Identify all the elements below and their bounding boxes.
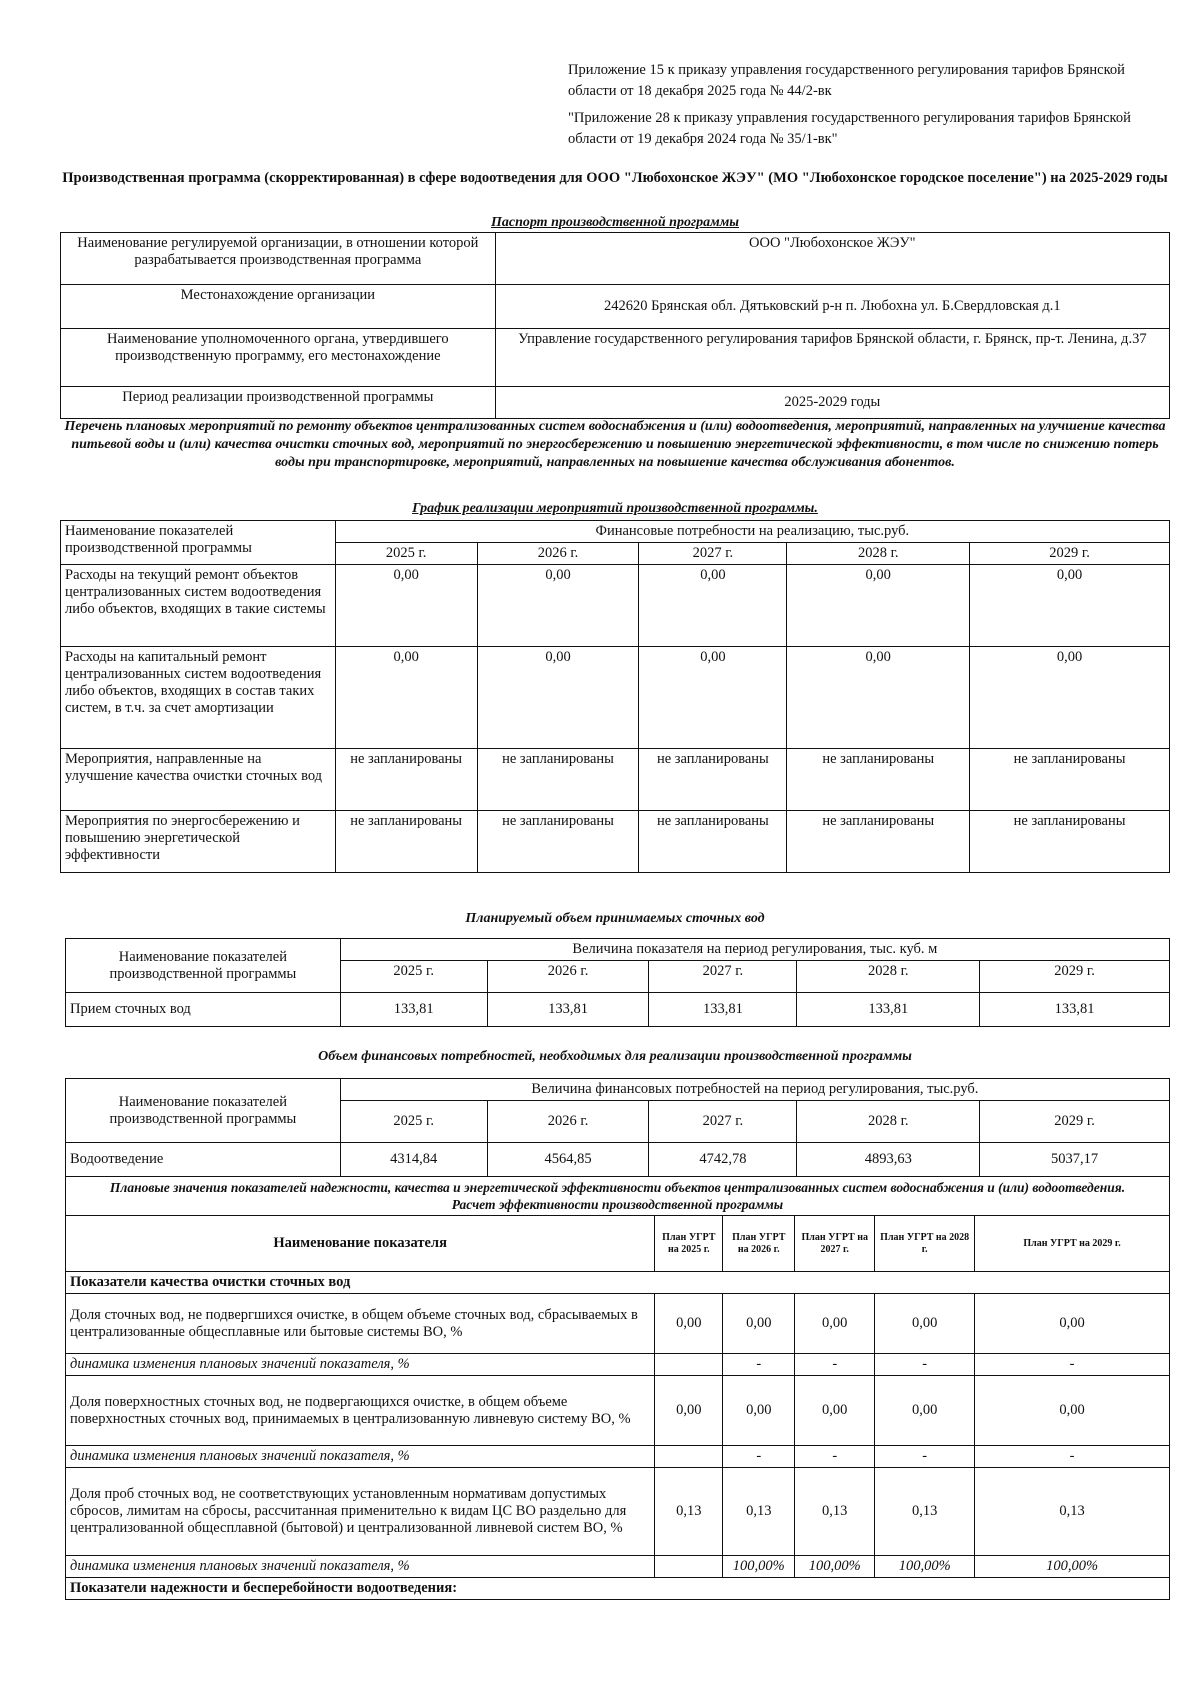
- year-header: 2028 г.: [787, 543, 970, 565]
- appendix-header-1: Приложение 15 к приказу управления государственного регулирования тарифов Брянской области от 18 декабря 2025 года № 44/2-вк: [568, 62, 1125, 99]
- cell-value: -: [723, 1446, 795, 1468]
- table-row: [66, 1376, 1170, 1446]
- cell-value: 0,00: [655, 1376, 723, 1446]
- row-label: Доля проб сточных вод, не соответствующих установленным нормативам допустимых сбросов, лимитам на сбросы, рассчитанная применительно к видам ЦС ВО раздельно для централизованной общесплавной (бытовой) и централизованной ливневой систем ВО, %: [66, 1468, 655, 1556]
- passport-label: Местонахождение организации: [61, 285, 496, 329]
- row-label: Прием сточных вод: [66, 993, 341, 1027]
- year-header: 2026 г.: [487, 961, 649, 993]
- year-header: 2027 г.: [649, 1101, 797, 1143]
- year-header: 2028 г.: [797, 1101, 980, 1143]
- cell-value: 0,00: [975, 1294, 1170, 1354]
- section-heading: Показатели надежности и бесперебойности водоотведения:: [66, 1578, 1170, 1600]
- table-row: [66, 1143, 1170, 1177]
- cell-value: 133,81: [797, 993, 980, 1027]
- cell-value: -: [975, 1446, 1170, 1468]
- efficiency-col-head: Наименование показателя: [66, 1216, 655, 1272]
- cell-value: 100,00%: [723, 1556, 795, 1578]
- section-heading: Показатели качества очистки сточных вод: [66, 1272, 1170, 1294]
- efficiency-caption: Плановые значения показателей надежности, качества и энергетической эффективности объектов централизованных систем водоснабжения и (или) водоотведения.: [109, 1180, 1126, 1195]
- cell-value: 4314,84: [340, 1143, 487, 1177]
- volume-caption: Планируемый объем принимаемых сточных вод: [465, 911, 765, 926]
- cell-value: 0,00: [723, 1294, 795, 1354]
- cell-value: 0,00: [875, 1294, 975, 1354]
- row-label: динамика изменения плановых значений показателя, %: [66, 1446, 655, 1468]
- row-label: Водоотведение: [66, 1143, 341, 1177]
- page-title: Производственная программа (скорректированная) в сфере водоотведения для ООО "Любохонское ЖЭУ" (МО "Любохонское городское поселение") на 2025-2029 годы: [62, 170, 1168, 186]
- cell-value: 0,13: [795, 1468, 875, 1556]
- cell-value: [655, 1556, 723, 1578]
- cell-value: 100,00%: [875, 1556, 975, 1578]
- measures-group-head: Финансовые потребности на реализацию, тыс.руб.: [335, 521, 1169, 543]
- cell-value: 0,13: [975, 1468, 1170, 1556]
- cell-value: 0,13: [875, 1468, 975, 1556]
- cell-value: 0,00: [477, 565, 639, 647]
- year-header: 2029 г.: [980, 1101, 1170, 1143]
- cell-value: 100,00%: [975, 1556, 1170, 1578]
- table-row: [66, 993, 1170, 1027]
- passport-row: [61, 285, 1170, 329]
- measures-subcaption: График реализации мероприятий производственной программы.: [412, 501, 818, 516]
- cell-value: 0,00: [875, 1376, 975, 1446]
- cell-value: 0,13: [655, 1468, 723, 1556]
- year-header: План УГРТ на 2029 г.: [975, 1216, 1170, 1272]
- finance-col-head: Наименование показателей производственной программы: [66, 1079, 341, 1143]
- cell-value: 133,81: [980, 993, 1170, 1027]
- cell-value: 0,00: [787, 647, 970, 749]
- table-row: [61, 647, 1170, 749]
- cell-value: 0,00: [723, 1376, 795, 1446]
- passport-row: [61, 387, 1170, 419]
- year-header: 2025 г.: [335, 543, 477, 565]
- table-row: [61, 811, 1170, 873]
- cell-value: не запланированы: [787, 749, 970, 811]
- cell-value: [655, 1446, 723, 1468]
- table-row: [66, 1354, 1170, 1376]
- cell-value: -: [795, 1446, 875, 1468]
- cell-value: 0,00: [639, 647, 787, 749]
- appendix-header-2: "Приложение 28 к приказу управления государственного регулирования тарифов Брянской области от 19 декабря 2024 года № 35/1-вк": [568, 110, 1131, 147]
- efficiency-caption-cell: [66, 1177, 1170, 1216]
- passport-label: Период реализации производственной программы: [61, 387, 496, 419]
- year-header: 2026 г.: [477, 543, 639, 565]
- cell-value: 133,81: [487, 993, 649, 1027]
- cell-value: 5037,17: [980, 1143, 1170, 1177]
- passport-label: Наименование регулируемой организации, в отношении которой разрабатывается производственная программа: [61, 233, 496, 285]
- cell-value: 0,00: [639, 565, 787, 647]
- year-header: План УГРТ на 2025 г.: [655, 1216, 723, 1272]
- row-label: Расходы на капитальный ремонт централизованных систем водоотведения либо объектов, входящих в состав таких систем, в т.ч. за счет амортизации: [61, 647, 336, 749]
- cell-value: не запланированы: [639, 749, 787, 811]
- row-label: Мероприятия по энергосбережению и повышению энергетической эффективности: [61, 811, 336, 873]
- cell-value: 0,00: [655, 1294, 723, 1354]
- year-header: 2028 г.: [797, 961, 980, 993]
- row-label: Расходы на текущий ремонт объектов централизованных систем водоотведения либо объектов, входящих в такие системы: [61, 565, 336, 647]
- passport-row: [61, 329, 1170, 387]
- efficiency-table: [65, 1176, 1170, 1600]
- year-header: 2029 г.: [980, 961, 1170, 993]
- passport-table: [60, 232, 1170, 419]
- cell-value: 0,00: [795, 1294, 875, 1354]
- table-row: [66, 1556, 1170, 1578]
- cell-value: 4742,78: [649, 1143, 797, 1177]
- cell-value: 0,00: [477, 647, 639, 749]
- cell-value: 0,00: [787, 565, 970, 647]
- year-header: 2026 г.: [487, 1101, 649, 1143]
- year-header: 2029 г.: [970, 543, 1170, 565]
- cell-value: не запланированы: [639, 811, 787, 873]
- volume-col-head: Наименование показателей производственной программы: [66, 939, 341, 993]
- measures-col-head: Наименование показателей производственной программы: [61, 521, 336, 565]
- efficiency-subcaption: Расчет эффективности производственной программы: [451, 1197, 784, 1212]
- cell-value: 4564,85: [487, 1143, 649, 1177]
- cell-value: не запланированы: [477, 811, 639, 873]
- passport-value: 242620 Брянская обл. Дятьковский р-н п. Любохна ул. Б.Свердловская д.1: [495, 285, 1169, 329]
- year-header: 2025 г.: [340, 961, 487, 993]
- cell-value: 0,00: [795, 1376, 875, 1446]
- cell-value: не запланированы: [970, 811, 1170, 873]
- year-header: 2025 г.: [340, 1101, 487, 1143]
- cell-value: 133,81: [340, 993, 487, 1027]
- year-header: План УГРТ на 2027 г.: [795, 1216, 875, 1272]
- cell-value: 0,00: [335, 647, 477, 749]
- passport-value: 2025-2029 годы: [495, 387, 1169, 419]
- finance-table: [65, 1078, 1170, 1177]
- cell-value: -: [875, 1354, 975, 1376]
- table-row: [66, 1294, 1170, 1354]
- cell-value: 0,00: [975, 1376, 1170, 1446]
- cell-value: [655, 1354, 723, 1376]
- year-header: 2027 г.: [649, 961, 797, 993]
- finance-group-head: Величина финансовых потребностей на период регулирования, тыс.руб.: [340, 1079, 1169, 1101]
- cell-value: 0,00: [970, 647, 1170, 749]
- year-header: План УГРТ на 2026 г.: [723, 1216, 795, 1272]
- passport-value: Управление государственного регулирования тарифов Брянской области, г. Брянск, пр-т. Ленина, д.37: [495, 329, 1169, 387]
- cell-value: не запланированы: [335, 811, 477, 873]
- table-row: [66, 1468, 1170, 1556]
- cell-value: 133,81: [649, 993, 797, 1027]
- cell-value: 100,00%: [795, 1556, 875, 1578]
- row-label: динамика изменения плановых значений показателя, %: [66, 1556, 655, 1578]
- measures-table: [60, 520, 1170, 873]
- cell-value: не запланированы: [335, 749, 477, 811]
- cell-value: не запланированы: [970, 749, 1170, 811]
- row-label: Доля поверхностных сточных вод, не подвергающихся очистке, в общем объеме поверхностных сточных вод, принимаемых в централизованную ливневую систему ВО, %: [66, 1376, 655, 1446]
- year-header: 2027 г.: [639, 543, 787, 565]
- volume-group-head: Величина показателя на период регулирования, тыс. куб. м: [340, 939, 1169, 961]
- passport-caption: Паспорт производственной программы: [490, 215, 740, 230]
- measures-caption: Перечень плановых мероприятий по ремонту объектов централизованных систем водоснабжения и (или) водоотведения, мероприятий, направленных на улучшение качества питьевой воды и (или) качества очистки сточных вод, мероприятий по энергосбережению и повышению энергетической эффективности, в том числе по снижению потерь воды при транспортировке, мероприятий, направленных на повышение качества обслуживания абонентов.: [64, 419, 1166, 470]
- cell-value: -: [723, 1354, 795, 1376]
- row-label: Доля сточных вод, не подвергшихся очистке, в общем объеме сточных вод, сбрасываемых в централизованные общесплавные или бытовые системы ВО, %: [66, 1294, 655, 1354]
- cell-value: -: [795, 1354, 875, 1376]
- cell-value: 0,00: [335, 565, 477, 647]
- cell-value: -: [975, 1354, 1170, 1376]
- row-label: Мероприятия, направленные на улучшение качества очистки сточных вод: [61, 749, 336, 811]
- finance-caption: Объем финансовых потребностей, необходимых для реализации производственной программы: [318, 1049, 912, 1064]
- cell-value: -: [875, 1446, 975, 1468]
- year-header: План УГРТ на 2028 г.: [875, 1216, 975, 1272]
- passport-value: ООО "Любохонское ЖЭУ": [495, 233, 1169, 285]
- cell-value: 0,00: [970, 565, 1170, 647]
- table-row: [66, 1446, 1170, 1468]
- table-row: [61, 749, 1170, 811]
- table-row: [61, 565, 1170, 647]
- cell-value: не запланированы: [787, 811, 970, 873]
- passport-label: Наименование уполномоченного органа, утвердившего производственную программу, его местонахождение: [61, 329, 496, 387]
- passport-row: [61, 233, 1170, 285]
- row-label: динамика изменения плановых значений показателя, %: [66, 1354, 655, 1376]
- cell-value: не запланированы: [477, 749, 639, 811]
- volume-table: [65, 938, 1170, 1027]
- cell-value: 0,13: [723, 1468, 795, 1556]
- cell-value: 4893,63: [797, 1143, 980, 1177]
